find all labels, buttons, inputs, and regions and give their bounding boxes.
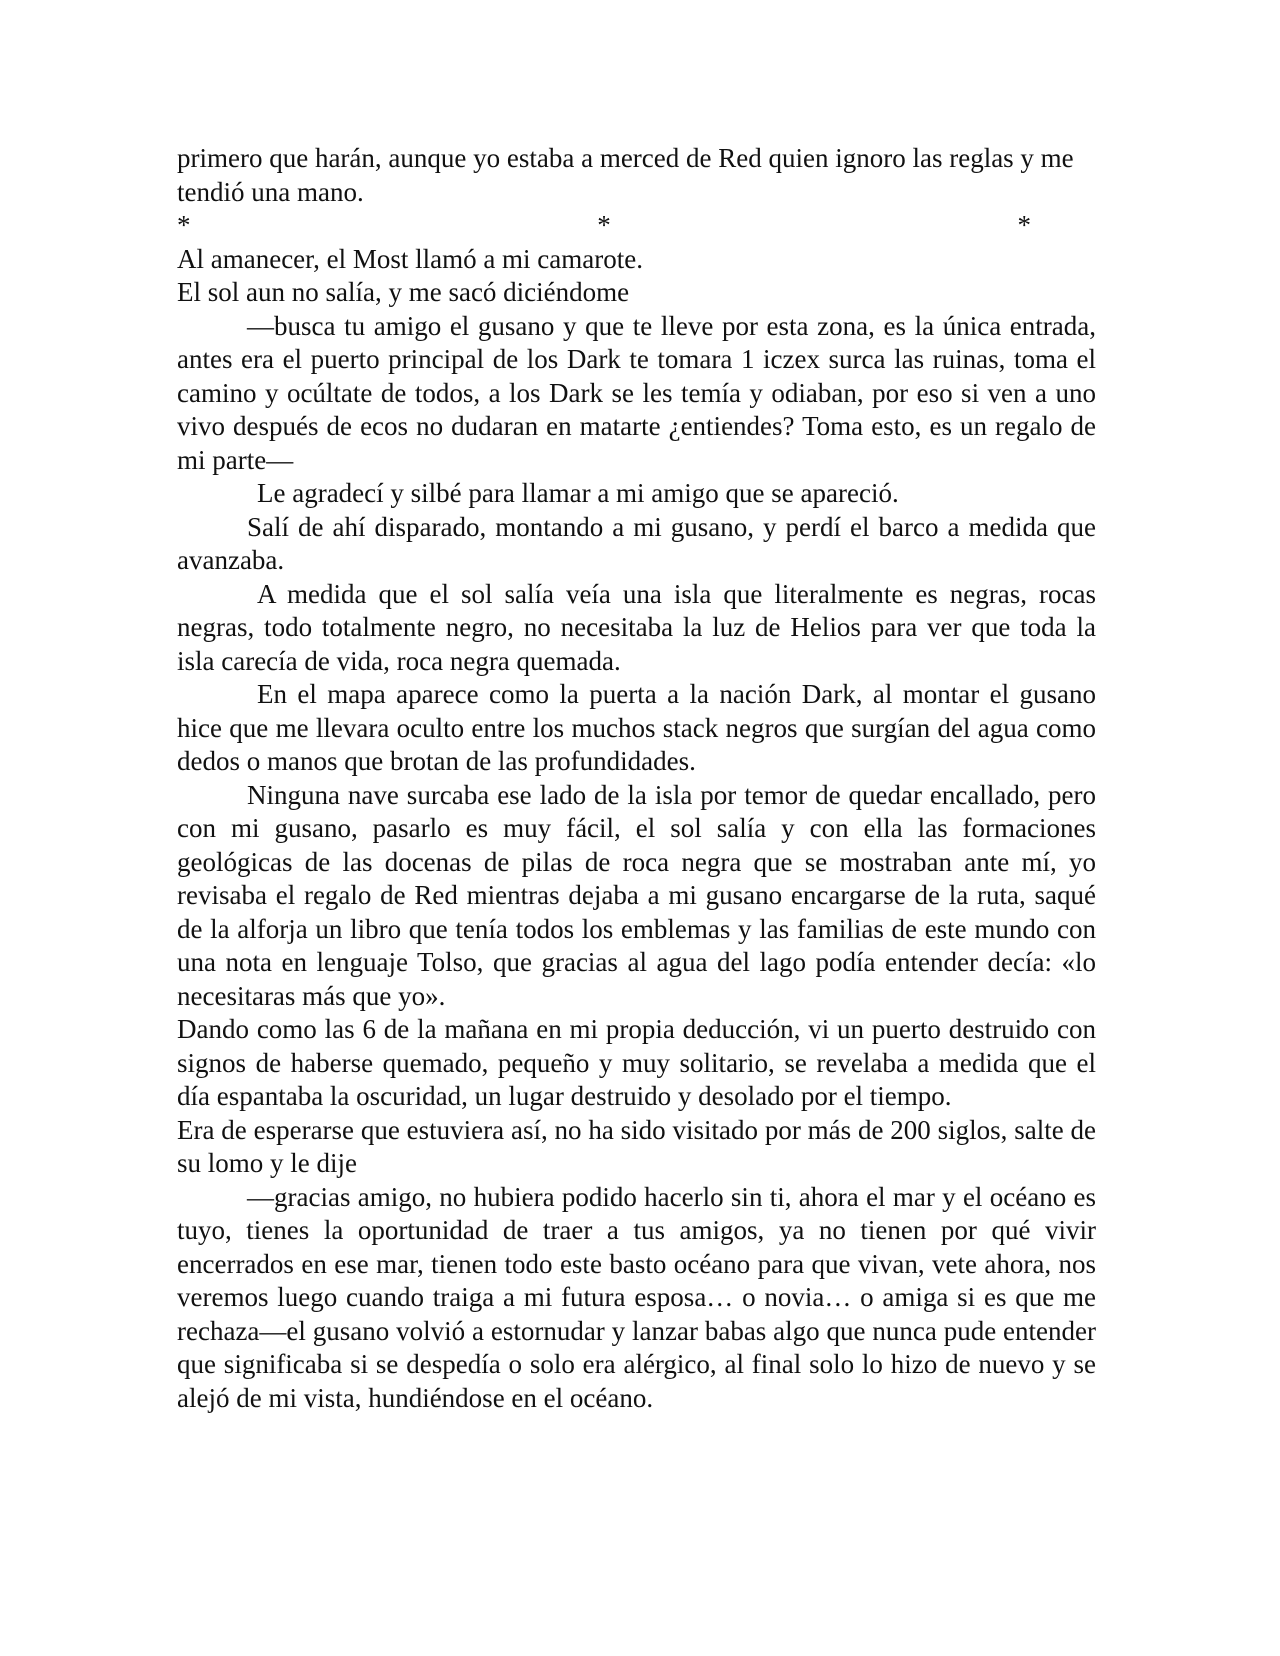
separator-star: * [1017,210,1031,240]
paragraph: primero que harán, aunque yo estaba a merced de Red quien ignoro las reglas y me tendió una mano. [177,143,1074,207]
paragraph: Era de esperarse que estuviera así, no ha sido visitado por más de 200 siglos, salte de su lomo y le dije [177,1114,1096,1178]
paragraph: Le agradecí y silbé para llamar a mi amigo que se apareció. [257,478,899,508]
paragraph: Ninguna nave surcaba ese lado de la isla por temor de quedar encallado, pero con mi gusano, pasarlo es muy fácil, el sol salía y con ella las formaciones geológicas de las docenas de pilas de roca negra que se mostraban ante mí, yo revisaba el regalo de Red mientras dejaba a mi gusano encargarse de la ruta, saqué de la alforja un libro que tenía todos los emblemas y las familias de este mundo con una nota en lenguaje Tolso, que gracias al agua del lago podía entender decía: «lo necesitaras más que yo». [177,779,1096,1011]
paragraph: A medida que el sol salía veía una isla que literalmente es negras, rocas negras, todo totalmente negro, no necesitaba la luz de Helios para ver que toda la isla carecía de vida, roca negra quemada. [177,578,1096,676]
separator-star: * [597,210,611,240]
dialogue-paragraph: —busca tu amigo el gusano y que te lleve por esta zona, es la única entrada, antes era el puerto principal de los Dark te tomara 1 iczex surca las ruinas, toma el camino y ocúltate de todos, a los Dark se les temía y odiaban, por eso si ven a uno vivo después de ecos no dudaran en matarte ¿entiendes? Toma esto, es un regalo de mi parte— [177,310,1096,475]
paragraph: Al amanecer, el Most llamó a mi camarote. [177,243,643,274]
paragraph: El sol aun no salía, y me sacó diciéndome [177,277,630,307]
section-separator [177,209,1096,243]
paragraph: En el mapa aparece como la puerta a la nación Dark, al montar el gusano hice que me llevara oculto entre los muchos stack negros que surgían del agua como dedos o manos que brotan de las profundidades. [177,679,1096,776]
document-page [177,142,1096,1415]
paragraph: Salí de ahí disparado, montando a mi gusano, y perdí el barco a medida que avanzaba. [177,511,1096,575]
paragraph: Dando como las 6 de la mañana en mi propia deducción, vi un puerto destruido con signos de haberse quemado, pequeño y muy solitario, se revelaba a medida que el día espantaba la oscuridad, un lugar destruido y desolado por el tiempo. [177,1014,1096,1111]
separator-star: * [177,210,191,240]
dialogue-paragraph: —gracias amigo, no hubiera podido hacerlo sin ti, ahora el mar y el océano es tuyo, tienes la oportunidad de traer a tus amigos, ya no tienen por qué vivir encerrados en ese mar, tienen todo este basto océano para que vivan, vete ahora, nos veremos luego cuando traiga a mi futura esposa… o novia… o amiga si es que me rechaza—el gusano volvió a estornudar y lanzar babas algo que nunca pude entender que significaba si se despedía o solo era alérgico, al final solo lo hizo de nuevo y se alejó de mi vista, hundiéndose en el océano. [177,1181,1096,1413]
